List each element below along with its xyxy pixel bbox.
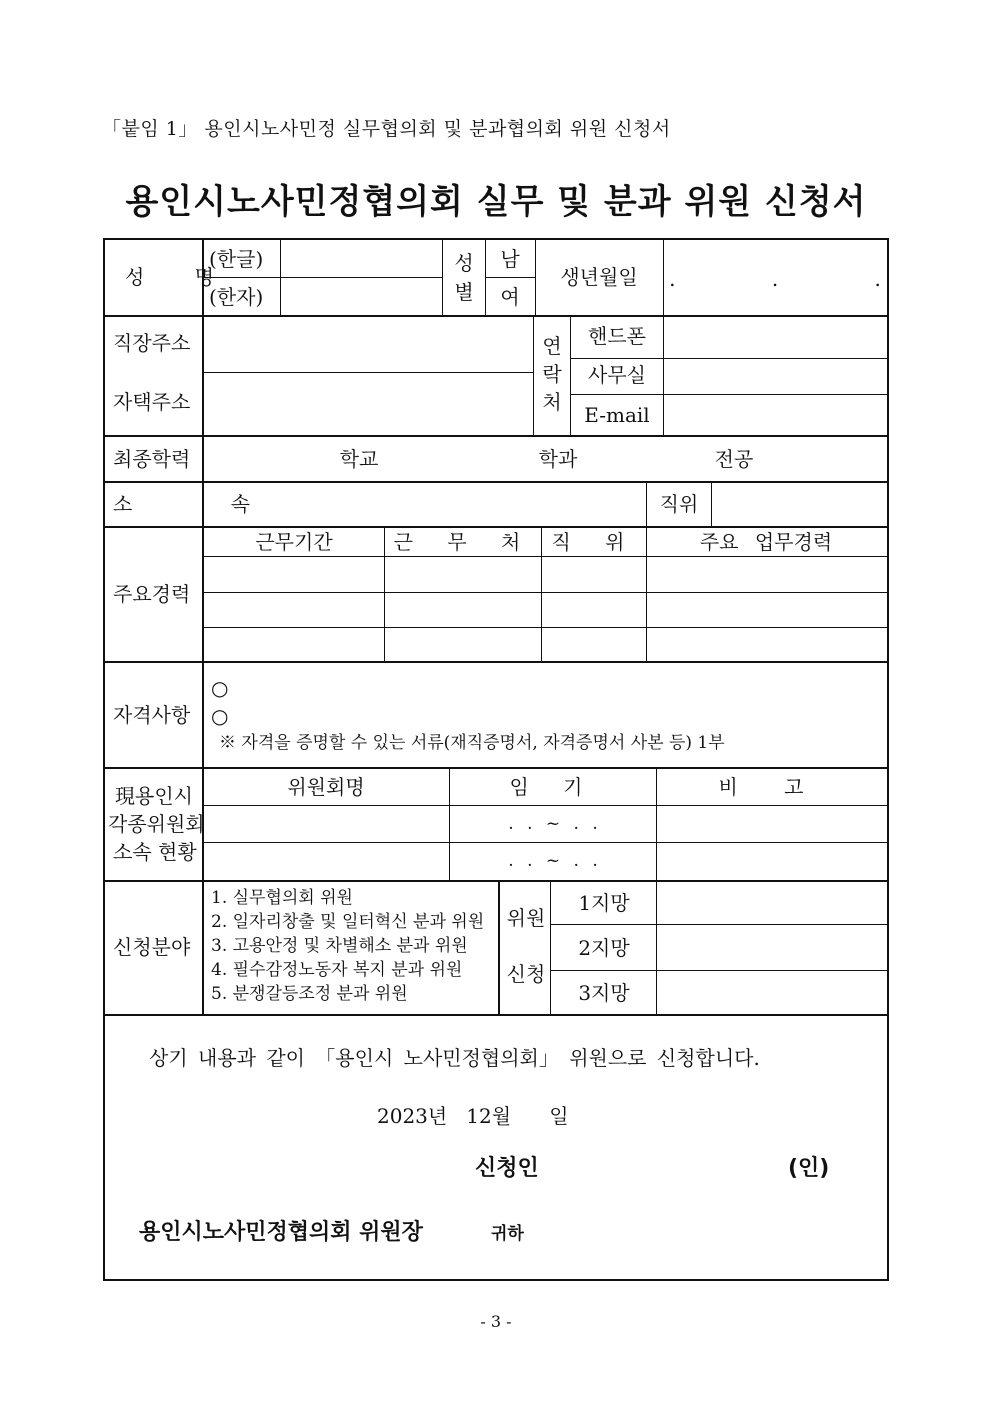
career-header-position: 직 위 <box>551 530 639 554</box>
committee-header-term: 임 기 <box>509 775 597 799</box>
committee-header-name: 위원회명 <box>287 775 365 799</box>
committee-term-2[interactable]: . . ~ . . <box>508 851 598 871</box>
affiliation-label: 소 속 <box>113 492 296 516</box>
gender-female[interactable]: 여 <box>500 285 520 309</box>
work-address-label: 직장주소 <box>113 331 191 355</box>
apply-field-label: 신청분야 <box>113 935 191 959</box>
department-label: 학과 <box>538 447 578 471</box>
name-label: 성 명 <box>125 265 236 289</box>
qualification-note: ※ 자격을 증명할 수 있는 서류(재직증명서, 자격증명서 사본 등) 1부 <box>219 733 725 753</box>
choice-2-label: 2지망 <box>578 936 630 960</box>
gender-male[interactable]: 남 <box>500 247 520 271</box>
office-field[interactable] <box>665 359 885 394</box>
seal-mark: (인) <box>788 1156 830 1181</box>
apply-field-3: 3. 고용안정 및 차별해소 분과 위원 <box>211 936 468 956</box>
affiliation-field[interactable] <box>205 483 645 526</box>
position-label: 직위 <box>659 492 699 516</box>
member-apply-label-1: 위원 <box>506 906 546 930</box>
gender-label-2: 별 <box>454 280 474 304</box>
current-committee-label-3: 소속 현황 <box>113 840 197 864</box>
contact-label-1: 연 <box>542 334 562 358</box>
email-field[interactable] <box>665 395 885 435</box>
qualification-bullet-2: ○ <box>211 704 229 728</box>
gender-label-1: 성 <box>454 251 474 275</box>
name-hangul-field[interactable] <box>282 240 442 277</box>
apply-field-1: 1. 실무협의회 위원 <box>211 888 353 908</box>
apply-field-2: 2. 일자리창출 및 일터혁신 분과 위원 <box>211 912 485 932</box>
apply-field-5: 5. 분쟁갈등조정 분과 위원 <box>211 984 408 1004</box>
declaration-text: 상기 내용과 같이 「용인시 노사민정협의회」 위원으로 신청합니다. <box>149 1046 760 1070</box>
member-apply-label-2: 신청 <box>506 962 546 986</box>
qualification-bullet-1: ○ <box>211 676 229 700</box>
addressee: 용인시노사민정협의회 위원장 <box>139 1220 423 1245</box>
career-label: 주요경력 <box>113 582 191 606</box>
attachment-label: 「붙임 1」 용인시노사민정 실무협의회 및 분과협의회 위원 신청서 <box>102 118 671 140</box>
career-header-duties: 주요 업무경력 <box>699 530 833 554</box>
choice-1-label: 1지망 <box>578 891 630 915</box>
choice-3-field[interactable] <box>658 972 885 1014</box>
apply-field-4: 4. 필수감정노동자 복지 분과 위원 <box>211 960 463 980</box>
choice-3-label: 3지망 <box>578 981 630 1005</box>
application-form <box>103 238 926 1281</box>
addressee-suffix: 귀하 <box>491 1224 524 1244</box>
hanja-label: (한자) <box>209 285 264 309</box>
committee-term-1[interactable]: . . ~ . . <box>508 814 598 834</box>
email-label: E-mail <box>584 403 650 427</box>
choice-2-field[interactable] <box>658 926 885 970</box>
contact-label-2: 락 <box>542 362 562 386</box>
phone-field[interactable] <box>665 317 885 358</box>
application-date: 2023년 12월 일 <box>377 1104 569 1128</box>
name-hanja-field[interactable] <box>282 278 442 315</box>
career-header-workplace: 근 무 처 <box>393 530 535 554</box>
committee-header-remarks: 비 고 <box>718 775 824 799</box>
office-label: 사무실 <box>588 363 646 387</box>
phone-label: 핸드폰 <box>588 324 646 348</box>
birth-date-field[interactable]: . . . <box>669 267 926 291</box>
page-number: - 3 - <box>480 1312 512 1331</box>
school-label: 학교 <box>339 447 379 471</box>
hangul-label: (한글) <box>209 247 264 271</box>
contact-label-3: 처 <box>542 390 562 414</box>
current-committee-label-2: 각종위원회 <box>108 812 205 836</box>
home-address-label: 자택주소 <box>113 390 191 414</box>
birth-label: 생년월일 <box>560 265 638 289</box>
education-label: 최종학력 <box>113 447 191 471</box>
career-header-period: 근무기간 <box>255 530 333 554</box>
choice-1-field[interactable] <box>658 882 885 924</box>
applicant-label: 신청인 <box>475 1156 539 1181</box>
qualification-label: 자격사항 <box>113 703 191 727</box>
position-field[interactable] <box>713 483 885 526</box>
current-committee-label-1: 現용인시 <box>115 784 193 808</box>
work-address-field[interactable] <box>205 317 533 372</box>
major-label: 전공 <box>714 447 754 471</box>
home-address-field[interactable] <box>205 373 533 435</box>
form-title: 용인시노사민정협의회 실무 및 분과 위원 신청서 <box>125 182 867 222</box>
